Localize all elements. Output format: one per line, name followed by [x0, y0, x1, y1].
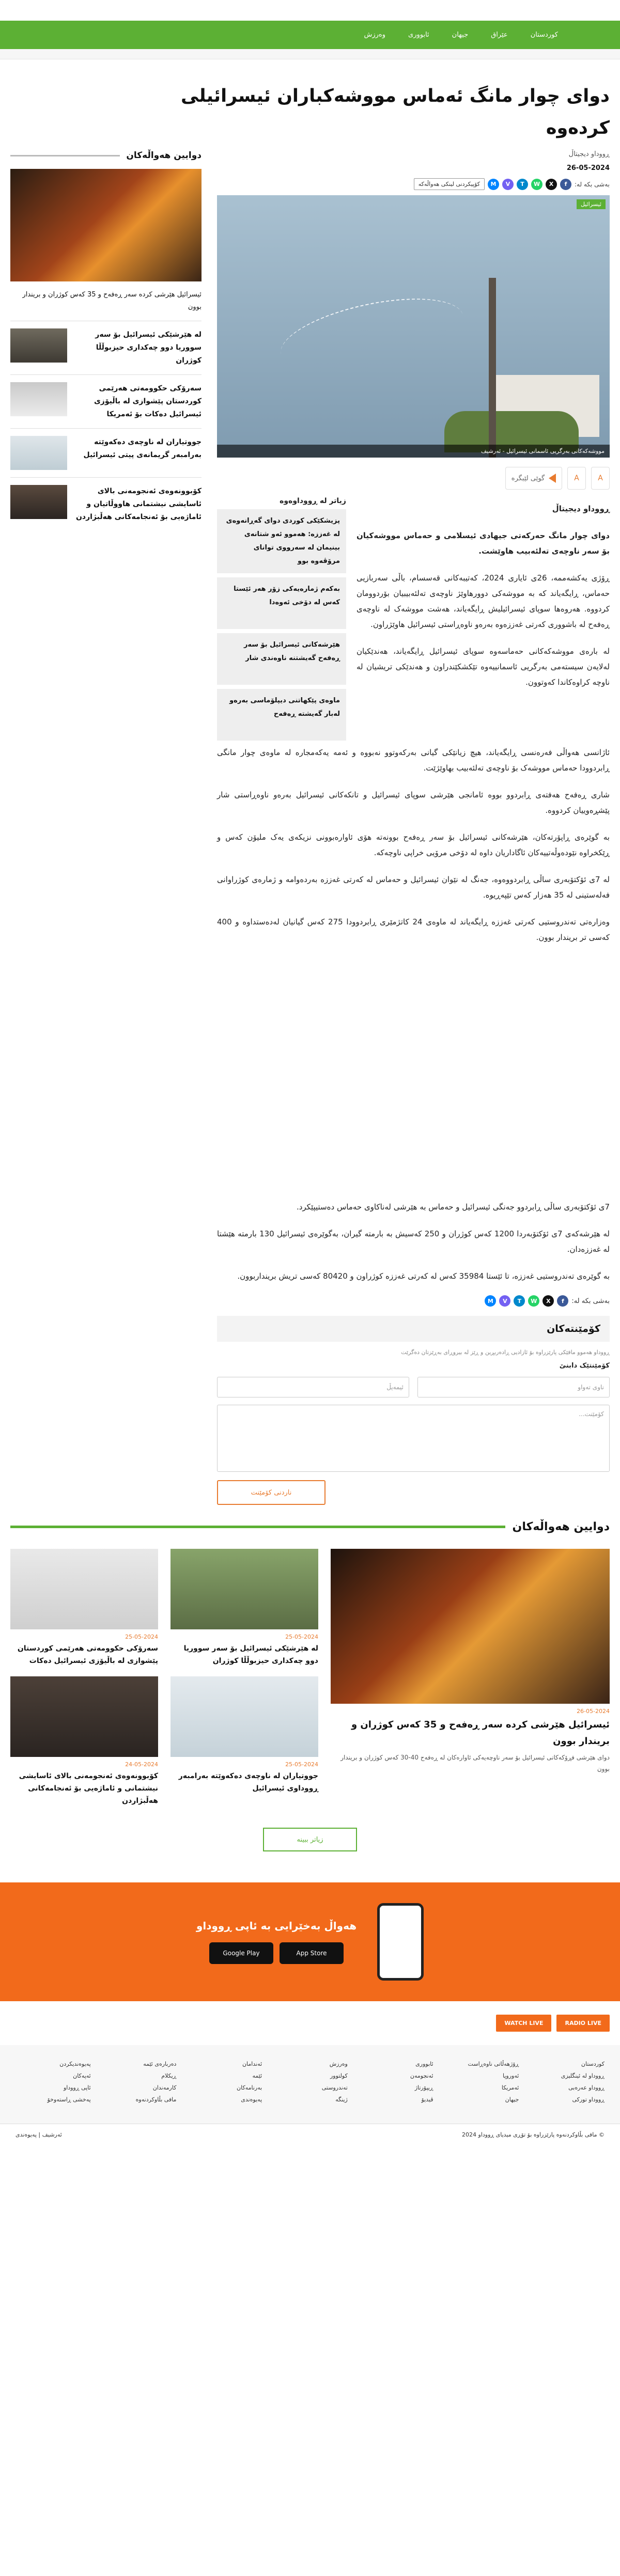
nav-underbar	[0, 49, 620, 59]
comment-textarea[interactable]: کۆمێنت...	[217, 1405, 610, 1472]
article-date: 26-05-2024	[566, 164, 610, 172]
copyright: © مافی بڵاوکردنەوە پارێزراوە بۆ تۆڕی میدیای ڕووداو 2024	[462, 2131, 605, 2138]
whatsapp-icon[interactable]: W	[528, 1295, 539, 1307]
footer-link[interactable]: ئابووری	[415, 2061, 433, 2067]
sidebar-item[interactable]	[10, 477, 202, 531]
sidebar-item-thumb	[10, 382, 67, 416]
footer-link[interactable]: دەربارەی ئێمە	[143, 2061, 177, 2067]
article-lead: دوای چوار مانگ حەرکەتی جیهادی ئیسلامی و حەماس مووشەکیان بۆ سەر ناوچەی تەلئەبیب هاوێشت.	[357, 531, 610, 556]
footer-link[interactable]: ئاپی ڕووداو	[63, 2084, 91, 2091]
viber-icon[interactable]: V	[502, 179, 514, 190]
send-comment-button[interactable]: ناردنی کۆمێنت	[217, 1480, 326, 1505]
latest-card[interactable]	[10, 1676, 158, 1807]
footer-link[interactable]: پەخشی ڕاستەوخۆ	[47, 2096, 91, 2103]
footer-link[interactable]: ئەپەکان	[73, 2072, 91, 2079]
app-band	[0, 1882, 620, 2001]
email-field[interactable]: ئیمەیڵ	[217, 1377, 409, 1397]
sidebar-lead-title[interactable]: ئیسرائیل هێرشی کردە سەر ڕەفەح و 35 کەس کوژران و بریندار بوون	[22, 291, 202, 311]
article-paragraph: ڕۆژی یەکشەممە، 26ی ئایاری 2024، کەتیبەکانی قەسسام، باڵی سەربازیی حەماس، ڕایگەیاند کە بە مووشەکی دوورهاوێژ ناوچەی تەلئەبیبیان بۆردوومان کردووە. هەروەها سوپای ئیسرائیلیش ڕایگەیاند، هەشت مووشەک لە ناوچەی ڕەفەح لە باشووری کەرتی غەززەوە بەرەو ناوەڕاستی ئیسرائیل هاوێژراون.	[357, 573, 610, 629]
related-box	[217, 497, 346, 745]
footer-link[interactable]: جیهان	[505, 2096, 519, 2103]
footer-link[interactable]: ئێمە	[252, 2072, 262, 2079]
listen-button[interactable]	[505, 467, 562, 490]
more-news-button[interactable]: زیاتر ببینە	[263, 1828, 357, 1851]
copy-link-button[interactable]: کۆپیکردنی لینکی هەواڵەکە	[414, 178, 485, 190]
top-bar	[0, 0, 620, 21]
messenger-icon[interactable]: M	[485, 1295, 496, 1307]
share-row-bottom	[217, 1295, 610, 1307]
telegram-icon[interactable]: T	[514, 1295, 525, 1307]
comments-header	[217, 1316, 610, 1342]
footer	[0, 2045, 620, 2124]
article-paragraph: ئاژانسی هەواڵی فەرەنسی ڕایگەیاند، هیچ زیانێکی گیانی بەرکەوتوو نەبووە و ئەمە یەکەمجارە لە ماوەی چوار مانگی ڕابردوودا حەماس مووشەک بۆ ناوچەی تەلئەبیب بهاوێژێت.	[217, 748, 610, 773]
nav-item-1[interactable]: کوردستان	[530, 31, 558, 39]
nav-item-3[interactable]: جیهان	[452, 31, 469, 39]
comments-note: ڕووداو هەموو مافێکی پارێزراوە بۆ ئازادیی ڕادەربڕین و ڕێز لە بیروڕای بەڕێزتان دەگرێت	[401, 1349, 610, 1356]
footer-link[interactable]: پەیوەندیکردن	[59, 2061, 91, 2067]
latest-card[interactable]	[171, 1676, 318, 1807]
latest-card-date: 25-05-2024	[125, 1633, 158, 1640]
footer-link[interactable]: کارمەندان	[152, 2084, 177, 2091]
footer-link[interactable]: مافی بڵاوکردنەوە	[135, 2096, 177, 2103]
footer-link[interactable]: ڕیپۆرتاژ	[414, 2084, 433, 2091]
viber-icon[interactable]: V	[499, 1295, 510, 1307]
article-paragraph: لە بارەی مووشەکەکانی حەماسەوە سوپای ئیسرائیل ڕایگەیاند، هەندێکیان لەلایەن سیستەمی بەرگریی ئاسمانییەوە تێکشکێندراون و هەندێکی تریشیان لە ناوچە کراوەکاندا کەوتوون.	[357, 647, 610, 687]
related-item[interactable]: بەکەم ژمارەیەکی زۆر هەر ئێستا کەس لە دۆخی ئەوەدا	[217, 577, 346, 629]
telegram-icon[interactable]: T	[517, 179, 528, 190]
article-subheading: ڕووداو دیجیتاڵ	[552, 504, 610, 513]
footer-link[interactable]: بەرنامەکان	[237, 2084, 262, 2091]
article-paragraph: بە گوێرەی ڕاپۆرتەکان، هێرشەکانی ئیسرائیل بۆ سەر ڕەفەح بوونەتە هۆی ئاوارەبوونی نزیکەی یەک ملیۆن کەس و ڕێکخراوە نێودەوڵەتییەکان ئاگاداریان داوە لە دۆخی مرۆیی خراپی ناوچەکە.	[217, 833, 610, 857]
sidebar-item-thumb	[10, 328, 67, 363]
related-item[interactable]: پزیشکێکی کوردی دوای گەڕانەوەی لە غەززە: هەموو ئەو شتانەی بینیمان لە سەرووی توانای مرۆڤەوە بوو	[217, 509, 346, 573]
footer-link[interactable]: ئەنجومەن	[410, 2072, 433, 2079]
main-nav	[0, 21, 620, 49]
whatsapp-icon[interactable]: W	[531, 179, 542, 190]
sidebar-item-title[interactable]: جووتیاران لە ناوچەی دەکەوێتە بەرامبەر گریمانەی پیتی ئیسرائیل	[83, 438, 202, 459]
share-label: بەشی بکە لە:	[575, 180, 610, 188]
article	[217, 150, 610, 1505]
latest-heading-line	[10, 1526, 505, 1528]
facebook-icon[interactable]: f	[560, 179, 571, 190]
app-heading: هەواڵ بەخێرایی بە ئاپی ڕووداو	[196, 1920, 357, 1932]
latest-card[interactable]	[171, 1549, 318, 1667]
article-title: دوای چوار مانگ ئەماس مووشەکباران ئیسرائیلی کردەوە	[180, 86, 610, 138]
sidebar-item[interactable]	[10, 374, 202, 428]
comments-label: کۆمێنتێک دابنێ	[559, 1362, 610, 1370]
latest-heading: دوایین هەواڵەکان	[512, 1520, 610, 1533]
related-item[interactable]: ماوەی پێکهاتنی دیپلۆماسی بەرەو لەبار گەیشتە ڕەفەح	[217, 689, 346, 741]
footer-link[interactable]: ڕووداو لە ئینگلیزی	[561, 2072, 605, 2079]
article-paragraph: بە گوێرەی تەندروستیی غەززە، تا ئێستا 35984 کەس لە کەرتی غەززە کوژراون و 80420 کەسی تریش برینداربوون.	[237, 1271, 610, 1281]
latest-card-title[interactable]: لە هێرشێکی ئیسرائیل بۆ سەر سووریا دوو چەکداری حیزبوڵڵا کوژران	[183, 1644, 318, 1665]
latest-card-title[interactable]: کۆبوونەوەی ئەنجومەنی بالای ئاسایشی نیشتمانی و ئاماژەیی بۆ ئەنجامەکانی هەڵبژاردن	[19, 1772, 158, 1805]
footer-link[interactable]: ڕووداو تورکی	[572, 2096, 605, 2103]
footer-link[interactable]: ژینگە	[335, 2096, 348, 2103]
footer-link[interactable]: پەیوەندی	[241, 2096, 262, 2103]
article-paragraph: شاری ڕەفەح هەفتەی ڕابردوو بووە ئامانجی هێرشی سوپای ئیسرائیل و تانکەکانی ئیسرائیل بەرەو ناوەڕاستی شار پێشڕەوییان کردووە.	[217, 790, 610, 815]
hero-pole	[489, 278, 496, 458]
related-item[interactable]: هێرشەکانی ئیسرائیل بۆ سەر ڕەفەح گەیشتنە ناوەندی شار	[217, 633, 346, 685]
audio-player	[217, 467, 610, 490]
footer-link[interactable]: کوردستان	[581, 2061, 605, 2067]
bottom-links[interactable]: ئەرشیف | پەیوەندی	[16, 2131, 62, 2138]
bottom-bar	[0, 2124, 620, 2145]
radio-live-button[interactable]: RADIO LIVE	[556, 2015, 610, 2032]
sidebar-item-thumb	[10, 485, 67, 519]
font-size-icon[interactable]: A	[591, 467, 610, 490]
hero-image	[217, 195, 610, 458]
name-field[interactable]: ناوی تەواو	[417, 1377, 610, 1397]
x-icon[interactable]: X	[546, 179, 557, 190]
footer-link[interactable]: تەندروستی	[321, 2084, 348, 2091]
related-heading: زیاتر لە ڕووداوەوە	[280, 497, 346, 505]
article-paragraph: 7ی ئۆکتۆبەری ساڵی ڕابردوو جەنگی ئیسرائیل و حەماس بە هێرشی لەناکاوی حەماس دەستیپێکرد.	[296, 1202, 610, 1212]
sidebar-item-title[interactable]: سەرۆکی حکوومەتی هەرێمی کوردستان پێشوازی لە باڵیۆزی ئیسرائیل دەکات بۆ ئەمریکا	[94, 384, 202, 418]
sidebar-item-title[interactable]: کۆبوونەوەی ئەنجومەنی بالای ئاسایشی نیشتمانی هاووڵاتیان و ئاماژەیی بۆ ئەنجامەکانی هەڵبژاردن	[75, 487, 202, 521]
comments-heading: کۆمێنتەکان	[547, 1323, 600, 1334]
phone-mockup	[377, 1903, 424, 1981]
byline[interactable]: ڕووداو دیجیتاڵ	[568, 150, 610, 158]
latest-main-date: 26-05-2024	[577, 1708, 610, 1715]
sidebar-item[interactable]	[10, 428, 202, 477]
latest-main-title[interactable]: ئیسرائیل هێرشی کردە سەر ڕەفەح و 35 کەس کوژران و بریندار بوون	[351, 1719, 610, 1747]
facebook-icon[interactable]: f	[557, 1295, 568, 1307]
latest-main-summary: دوای هێرشی فڕۆکەکانی ئیسرائیل بۆ سەر ناوچەیەکی ئاوارەکان لە ڕەفەح 40-30 کەس کوژران و بریندار بوون	[340, 1754, 610, 1772]
latest-card-date: 24-05-2024	[125, 1761, 158, 1768]
watch-live-button[interactable]: WATCH LIVE	[496, 2015, 551, 2032]
sidebar-heading-line	[10, 155, 120, 156]
footer-link[interactable]: کولتوور	[330, 2072, 348, 2079]
nav-item-2[interactable]: عێراق	[491, 31, 508, 39]
listen-label: گوێی لێبگرە	[511, 474, 545, 482]
latest-main-image[interactable]	[331, 1549, 610, 1704]
footer-link[interactable]: وەرزش	[329, 2061, 348, 2067]
live-row	[0, 2001, 620, 2045]
footer-link[interactable]: ڤیدیۆ	[421, 2096, 433, 2103]
latest-card-title[interactable]: سەرۆکی حکوومەتی هەرێمی کوردستان پێشوازی لە باڵیۆزی ئیسرائیل دەکات	[17, 1644, 158, 1665]
ad-space	[217, 956, 610, 1199]
article-paragraph: لە هێرشەکەی 7ی ئۆکتۆبەردا 1200 کەس کوژران و 250 کەسیش بە بارمتە گیران، بەگوێرەی ئیسرائیل 130 بارمتە هێشتا لە غەززەدان.	[217, 1229, 610, 1254]
nav-item-4[interactable]: ئابووری	[408, 31, 429, 39]
footer-link[interactable]: ئەوروپا	[502, 2072, 519, 2079]
footer-link[interactable]: ڕیکلام	[161, 2072, 177, 2079]
footer-link[interactable]: ئەمریکا	[501, 2084, 519, 2091]
latest-card-image[interactable]	[171, 1676, 318, 1757]
sidebar-heading: دوایین هەواڵەکان	[126, 150, 202, 161]
sidebar-lead-image[interactable]	[10, 169, 202, 281]
latest-card-date: 25-05-2024	[285, 1633, 318, 1640]
nav-item-5[interactable]: وەرزش	[364, 31, 386, 39]
latest-card-image[interactable]	[171, 1549, 318, 1629]
app-store-button[interactable]: App Store	[280, 1942, 344, 1964]
footer-link[interactable]: ئەندامان	[242, 2061, 262, 2067]
latest-card-date: 25-05-2024	[285, 1761, 318, 1768]
hero-badge[interactable]: ئیسرائیل	[577, 199, 606, 209]
article-paragraph: لە 7ی ئۆکتۆبەری ساڵی ڕابردووەوە، جەنگ لە نێوان ئیسرائیل و حەماس لە کەرتی غەززە بەردەوامە و ژمارەی کوژراوانی فەلەستینی لە 35 هەزار کەس تێپەڕیوە.	[217, 875, 610, 900]
latest-card-image[interactable]	[10, 1549, 158, 1629]
latest-section	[10, 1520, 610, 1851]
x-icon[interactable]: X	[542, 1295, 554, 1307]
latest-main-card[interactable]	[331, 1549, 610, 1807]
play-icon	[549, 474, 556, 483]
share-row-top	[217, 178, 610, 190]
sidebar	[10, 150, 202, 1505]
sidebar-item-title[interactable]: لە هێرشێکی ئیسرائیل بۆ سەر سووریا دوو چەکداری حیزبوڵڵا کوژران	[95, 331, 202, 365]
latest-card-image[interactable]	[10, 1676, 158, 1757]
latest-card[interactable]	[10, 1549, 158, 1667]
google-play-button[interactable]: Google Play	[209, 1942, 273, 1964]
sidebar-item[interactable]	[10, 321, 202, 374]
hero-caption: مووشەکەکانی بەرگریی ئاسمانی ئیسرائیل - ئەرشیف	[217, 445, 610, 458]
share-label: بەشی بکە لە:	[571, 1297, 610, 1305]
messenger-icon[interactable]: M	[488, 179, 499, 190]
font-size-small-icon[interactable]: A	[567, 467, 586, 490]
sidebar-item-thumb	[10, 436, 67, 470]
article-paragraph: وەزارەتی تەندروستیی کەرتی غەززە ڕایگەیاند لە ماوەی 24 کاتژمێری ڕابردوودا 275 کەس گیانیان لەدەستداوە و 400 کەسی تر بریندار بوون.	[217, 917, 610, 942]
latest-card-title[interactable]: جووتیاران لە ناوچەی دەکەوێتە بەرامبەر ڕووداوی ئیسرائیل	[178, 1772, 318, 1793]
footer-link[interactable]: ڕووداو عەرەبی	[568, 2084, 605, 2091]
footer-link[interactable]: ڕۆژهەڵاتی ناوەڕاست	[468, 2061, 519, 2067]
